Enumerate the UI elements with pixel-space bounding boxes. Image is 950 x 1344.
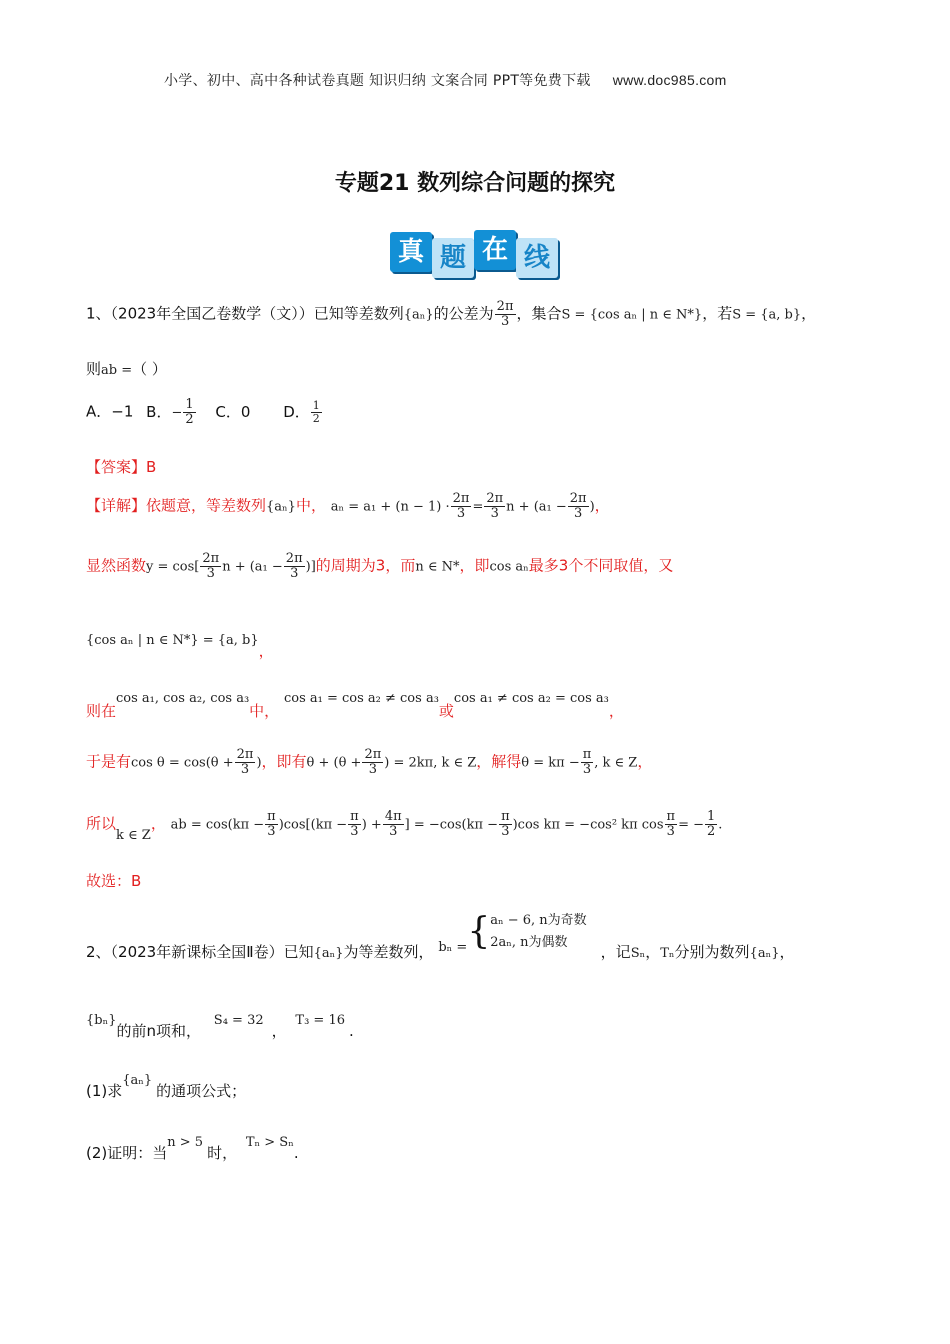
q2-line2-comma: ， (271, 1022, 287, 1040)
detail-line1 (86, 492, 610, 520)
detail-line5 (86, 748, 652, 776)
frac-2pi-3-c: $\frac{2\pi}{3}$ (569, 491, 587, 521)
d2-eq1: y = cos[ (146, 559, 200, 575)
d3-eq: {cos aₙ | n ∈ N*} = {a, b} (86, 633, 259, 648)
frac-2pi-3-d: $\frac{2\pi}{3}$ (202, 551, 220, 581)
q2-brace: { (467, 911, 491, 952)
q2-case2: 2aₙ, n为偶数 (490, 935, 568, 950)
badge-char-4: 线 (516, 238, 558, 278)
option-d: D． (283, 402, 310, 421)
d5-end: ， (637, 752, 653, 771)
q2-p2-b: 时， (207, 1144, 238, 1162)
q1-diff-fraction: $\frac{2\pi}{3}$ (496, 299, 514, 329)
d2-end: 最多3个不同取值，又 (528, 556, 674, 575)
detail-eq3: n + (a₁ − (506, 499, 567, 515)
frac-4pi-3: $\frac{4\pi}{3}$ (384, 809, 402, 839)
q2-mid2: ，记 (600, 942, 631, 961)
q2-t3: T₃ = 16 (295, 1013, 346, 1028)
q2-p2-a: (2)证明：当 (86, 1144, 168, 1162)
q2-line2-end: . (349, 1022, 354, 1040)
d3-end: ， (258, 642, 274, 660)
header-site-link[interactable]: www.doc985.com (612, 72, 727, 88)
q2-s4: S₄ = 32 (213, 1013, 264, 1028)
detail-seq: {aₙ} (266, 499, 296, 515)
d5-eq2b: ) = 2kπ, k ∈ Z (384, 755, 477, 771)
page-header (164, 70, 727, 90)
q1-line2 (86, 358, 167, 379)
q2-p2-n: n > 5 (167, 1135, 204, 1150)
q1-options (86, 398, 323, 426)
q2-tn: Tₙ (660, 945, 675, 961)
d6-eq1: ab = cos(kπ − (170, 817, 265, 833)
d4-label: 则在 (86, 702, 117, 720)
d5-mid1: ，即有 (261, 752, 307, 771)
option-a: A．−1 (86, 402, 134, 421)
q2-p1-a: (1)求 (86, 1082, 123, 1100)
d6-eq2: )cos[(kπ − (278, 817, 348, 833)
d4-case1: cos a₁ = cos a₂ ≠ cos a₃ (283, 691, 439, 706)
d5-eq1b: ) (256, 755, 262, 771)
d5-eq3: θ = kπ − (521, 755, 580, 771)
d2-cos: cos aₙ (489, 559, 529, 575)
d2-mid1: 的周期为3，而 (315, 556, 416, 575)
q1-then: 则 (86, 360, 102, 378)
d5-mid2: ，解得 (476, 752, 522, 771)
d4-or: 或 (438, 702, 454, 720)
q1-prefix: 1、（2023年全国乙卷数学（文））已知等差数列 (86, 304, 404, 323)
frac-2pi-3-e: $\frac{2\pi}{3}$ (285, 551, 303, 581)
d5-eq1: cos θ = cos(θ + (131, 755, 234, 771)
option-b-sign: − (171, 405, 183, 421)
q2-part2 (86, 1130, 299, 1162)
q2-line2 (86, 1008, 354, 1040)
q2-prefix: 2、（2023年新课标全国Ⅱ卷）已知 (86, 942, 314, 961)
q2-seq-a2: {aₙ} (749, 945, 780, 961)
frac-2pi-3-b: $\frac{2\pi}{3}$ (486, 491, 504, 521)
d6-eq4: ] = −cos(kπ − (404, 817, 499, 833)
q2-mid1: 为等差数列， (343, 942, 434, 961)
detail-end1: ， (594, 496, 610, 515)
d2-n: n ∈ N* (415, 559, 460, 575)
detail-line6 (86, 809, 723, 843)
q2-seq-a: {aₙ} (313, 945, 344, 961)
choose-1: 故选：B (86, 872, 142, 890)
detail-line3 (86, 628, 274, 660)
q2-p2-end: . (293, 1144, 299, 1162)
q2-sn: Sₙ (630, 945, 646, 961)
option-d-fraction: $\frac{1}{2}$ (312, 399, 320, 425)
q2-bn: bₙ = (438, 939, 468, 955)
d6-end: . (718, 817, 723, 833)
frac-pi-3-e: $\frac{\pi}{3}$ (666, 809, 676, 839)
q2-end: ， (779, 942, 795, 961)
detail-eq2: = (472, 499, 484, 515)
frac-2pi-3-f: $\frac{2\pi}{3}$ (236, 747, 254, 777)
q2-comma: ， (645, 942, 661, 961)
badge-char-3: 在 (474, 230, 516, 270)
frac-pi-3-c: $\frac{\pi}{3}$ (350, 809, 359, 839)
frac-2pi-3-g: $\frac{2\pi}{3}$ (364, 747, 382, 777)
d6-eq5: )cos kπ = −cos² kπ cos (512, 817, 664, 833)
d4-mid: 中， (249, 702, 280, 720)
badge-char-2: 题 (432, 238, 474, 278)
answer-1: 【答案】B (86, 458, 157, 476)
detail-eq1: aₙ = a₁ + (n − 1) · (330, 499, 450, 515)
frac-2pi-3-a: $\frac{2\pi}{3}$ (452, 491, 470, 521)
d6-eq6: = − (678, 817, 704, 833)
frac-pi-3-a: $\frac{\pi}{3}$ (582, 747, 592, 777)
d2-label: 显然函数 (86, 556, 147, 575)
d6-k: k ∈ Z (116, 827, 151, 843)
q1-text-diff: 的公差为 (433, 304, 494, 323)
q1-line1 (86, 300, 816, 328)
d6-eq3: ) + (361, 817, 382, 833)
detail-mid: 中， (295, 496, 326, 515)
d4-case2: cos a₁ ≠ cos a₂ = cos a₃ (453, 691, 609, 706)
d6-label: 所以 (86, 814, 117, 833)
q2-line1 (86, 910, 795, 961)
detail-line4 (86, 686, 624, 720)
frac-pi-3-d: $\frac{\pi}{3}$ (501, 809, 510, 839)
q1-blank: （ ） (132, 360, 167, 378)
q2-case1: aₙ − 6, n为奇数 (490, 913, 587, 928)
d5-eq3b: , k ∈ Z (594, 755, 638, 771)
q1-text-set: ，集合 (516, 304, 562, 323)
option-c: C．0 (215, 402, 251, 421)
badge-char-1: 真 (390, 232, 432, 272)
q2-mid3: 分别为数列 (674, 942, 750, 961)
q1-text-if: ，若 (702, 304, 733, 323)
q2-seq-b: {bₙ} (86, 1013, 117, 1028)
d5-eq2: θ + (θ + (306, 755, 362, 771)
d2-eq2: n + (a₁ − (222, 559, 283, 575)
detail-line2 (86, 552, 673, 580)
q2-cases (490, 910, 586, 954)
q1-set-ab: S = {a, b} (732, 307, 802, 323)
q1-set-s: S = {cos aₙ | n ∈ N*} (561, 307, 703, 323)
frac-pi-3-b: $\frac{\pi}{3}$ (267, 809, 276, 839)
q1-sequence: {aₙ} (403, 307, 434, 323)
q2-p1-b: 的通项公式； (156, 1082, 247, 1100)
frac-1-2: $\frac{1}{2}$ (707, 809, 716, 839)
detail-eq4: ) (589, 499, 595, 515)
d2-eq3: )] (305, 559, 316, 575)
d4-set: cos a₁, cos a₂, cos a₃ (116, 691, 250, 706)
option-b-fraction: $\frac{1}{2}$ (185, 397, 194, 427)
page-title: 专题21 数列综合问题的探究 (334, 171, 616, 196)
q2-line2-mid: 的前n项和， (116, 1022, 202, 1040)
detail-label: 【详解】依题意，等差数列 (86, 496, 267, 515)
d5-label: 于是有 (86, 752, 132, 771)
option-b: B． (146, 402, 172, 421)
q2-p2-ineq: Tₙ > Sₙ (245, 1135, 294, 1150)
header-text: 小学、初中、高中各种试卷真题 知识归纳 文案合同 PPT等免费下载 (164, 73, 591, 89)
q2-part1 (86, 1068, 247, 1100)
d6-comma: ， (150, 814, 166, 833)
d4-end: ， (608, 702, 624, 720)
q2-p1-seq: {aₙ} (122, 1073, 153, 1088)
q1-end: ， (801, 304, 817, 323)
d2-mid2: ，即 (459, 556, 490, 575)
q1-ab: ab = (101, 363, 133, 378)
